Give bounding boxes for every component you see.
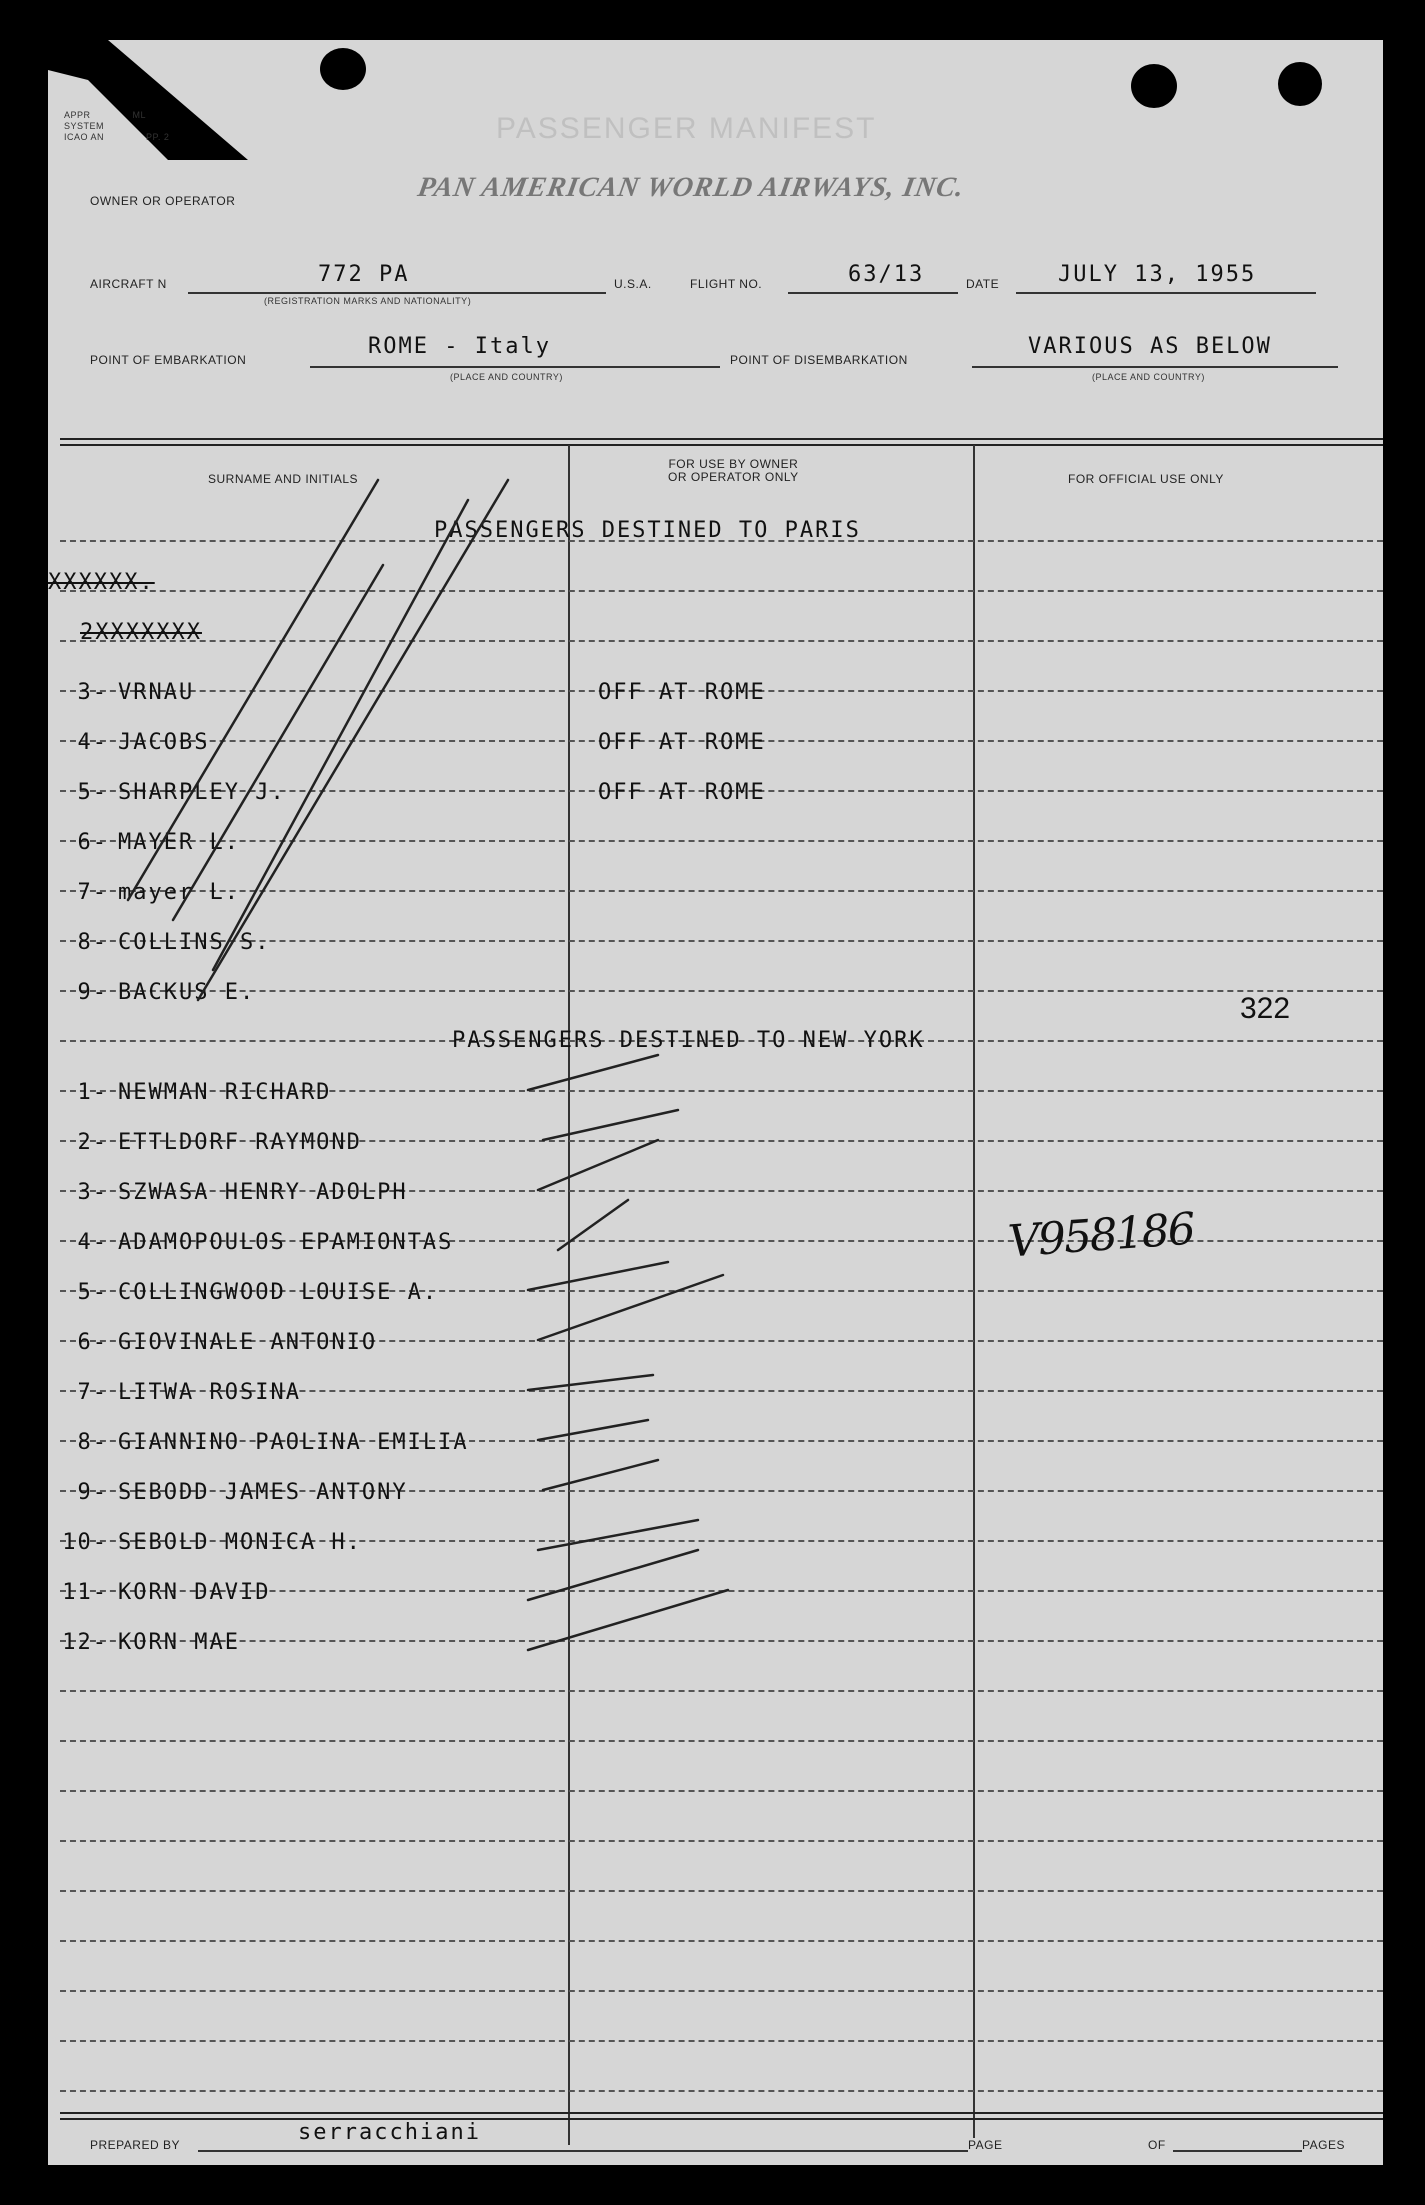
passenger-name: COLLINS S.: [118, 930, 271, 955]
column-header-owner-line: FOR USE BY OWNER: [668, 457, 799, 471]
checkmark-stroke: [528, 1262, 668, 1290]
checkmark-stroke: [128, 480, 378, 900]
pages-label: PAGES: [1302, 2138, 1345, 2152]
date-value: JULY 13, 1955: [1058, 262, 1257, 287]
checkmark-stroke: [528, 1055, 658, 1090]
passenger-name: GIOVINALE ANTONIO: [118, 1330, 378, 1355]
passenger-name: SEBOLD MONICA H.: [118, 1530, 362, 1555]
aircraft-value: 772 PA: [318, 262, 410, 287]
manifest-form: [48, 40, 1383, 2165]
passenger-name: ADAMOPOULOS EPAMIONTAS: [118, 1230, 454, 1255]
passenger-name: BACKUS E.: [118, 980, 256, 1005]
passenger-name: MAYER L.: [118, 830, 240, 855]
row-number: 12-: [62, 1630, 108, 1655]
row-number: 9-: [77, 1480, 108, 1505]
corner-label: ML: [132, 110, 147, 120]
usa-label: U.S.A.: [614, 277, 652, 291]
row-number: 5-: [77, 1280, 108, 1305]
prepared-value: serracchiani: [298, 2120, 481, 2145]
passenger-name: ETTLDORF RAYMOND: [118, 1130, 362, 1155]
section-heading-paris: PASSENGERS DESTINED TO PARIS: [434, 518, 861, 543]
passenger-name: SZWASA HENRY ADOLPH: [118, 1180, 408, 1205]
row-number: 7-: [77, 1380, 108, 1405]
owner-value: PAN AMERICAN WORLD AIRWAYS, INC.: [415, 172, 967, 203]
passenger-name: LITWA ROSINA: [118, 1380, 301, 1405]
checkmark-stroke: [198, 480, 508, 1000]
row-number: 6-: [77, 1330, 108, 1355]
row-number: 4-: [77, 1230, 108, 1255]
checkmark-stroke: [528, 1550, 698, 1600]
passenger-name: mayer L.: [118, 880, 240, 905]
passenger-name: KORN MAE: [118, 1630, 240, 1655]
checkmark-stroke: [213, 500, 468, 970]
checkmark-stroke: [528, 1375, 653, 1390]
owner-label: OWNER OR OPERATOR: [90, 194, 236, 208]
form-title: PASSENGER MANIFEST: [496, 112, 877, 145]
column-header-owner-line: OR OPERATOR ONLY: [668, 470, 799, 484]
passenger-name: JACOBS: [118, 730, 210, 755]
row-number: 1-: [77, 1080, 108, 1105]
row-number: 9-: [77, 980, 108, 1005]
corner-label: APPR: [64, 110, 91, 120]
corner-label: ICAO AN: [64, 132, 105, 142]
owner-note: OFF AT ROME: [598, 780, 766, 805]
column-header-official: FOR OFFICIAL USE ONLY: [1068, 472, 1224, 486]
checkmark-stroke: [528, 1590, 728, 1650]
row-number: 6-: [77, 830, 108, 855]
passenger-name: NEWMAN RICHARD: [118, 1080, 332, 1105]
embark-value: ROME - Italy: [368, 334, 551, 359]
handwritten-official-code: V958186: [1006, 1203, 1196, 1268]
pen-strokes: [48, 40, 1383, 2165]
corner-label: SYSTEM: [64, 121, 105, 131]
prepared-label: PREPARED BY: [90, 2138, 180, 2152]
owner-note: OFF AT ROME: [598, 730, 766, 755]
date-label: DATE: [966, 277, 1000, 291]
row-number: 3-: [77, 680, 108, 705]
struck-entry: 2XXXXXXX: [80, 620, 202, 645]
page-label: PAGE: [968, 2138, 1003, 2152]
section-heading-newyork: PASSENGERS DESTINED TO NEW YORK: [452, 1028, 925, 1053]
aircraft-label: AIRCRAFT N: [90, 277, 167, 291]
row-number: 8-: [77, 930, 108, 955]
checkmark-stroke: [558, 1200, 628, 1250]
passenger-name: VRNAU: [118, 680, 195, 705]
passenger-name: COLLINGWOOD LOUISE A.: [118, 1280, 439, 1305]
checkmark-stroke: [538, 1275, 723, 1340]
corner-label: PP. 2: [146, 132, 170, 142]
disembark-caption: (PLACE AND COUNTRY): [1092, 372, 1205, 382]
row-number: 11-: [62, 1580, 108, 1605]
row-number: 10-: [62, 1530, 108, 1555]
row-number: 2-: [77, 1130, 108, 1155]
passenger-name: GIANNINO PAOLINA EMILIA: [118, 1430, 469, 1455]
row-number: 7-: [77, 880, 108, 905]
checkmark-stroke: [538, 1140, 658, 1190]
passenger-name: KORN DAVID: [118, 1580, 271, 1605]
column-header-surname: SURNAME AND INITIALS: [208, 472, 359, 486]
checkmark-stroke: [543, 1460, 658, 1490]
disembark-label: POINT OF DISEMBARKATION: [730, 353, 908, 367]
row-number: 3-: [77, 1180, 108, 1205]
flight-label: FLIGHT NO.: [690, 277, 763, 291]
official-number: 322: [1240, 992, 1291, 1025]
of-label: OF: [1148, 2138, 1166, 2152]
checkmark-stroke: [538, 1520, 698, 1550]
row-number: 8-: [77, 1430, 108, 1455]
owner-note: OFF AT ROME: [598, 680, 766, 705]
checkmark-stroke: [538, 1420, 648, 1440]
row-number: 5-: [77, 780, 108, 805]
passenger-name: SEBODD JAMES ANTONY: [118, 1480, 408, 1505]
struck-entry: XXXXXX.: [48, 570, 155, 595]
embark-label: POINT OF EMBARKATION: [90, 353, 247, 367]
passenger-name: SHARPLEY J.: [118, 780, 286, 805]
embark-caption: (PLACE AND COUNTRY): [450, 372, 563, 382]
disembark-value: VARIOUS AS BELOW: [1028, 334, 1272, 359]
registration-caption: (REGISTRATION MARKS AND NATIONALITY): [264, 296, 472, 306]
flight-value: 63/13: [848, 262, 925, 287]
row-number: 4-: [77, 730, 108, 755]
checkmark-stroke: [543, 1110, 678, 1140]
